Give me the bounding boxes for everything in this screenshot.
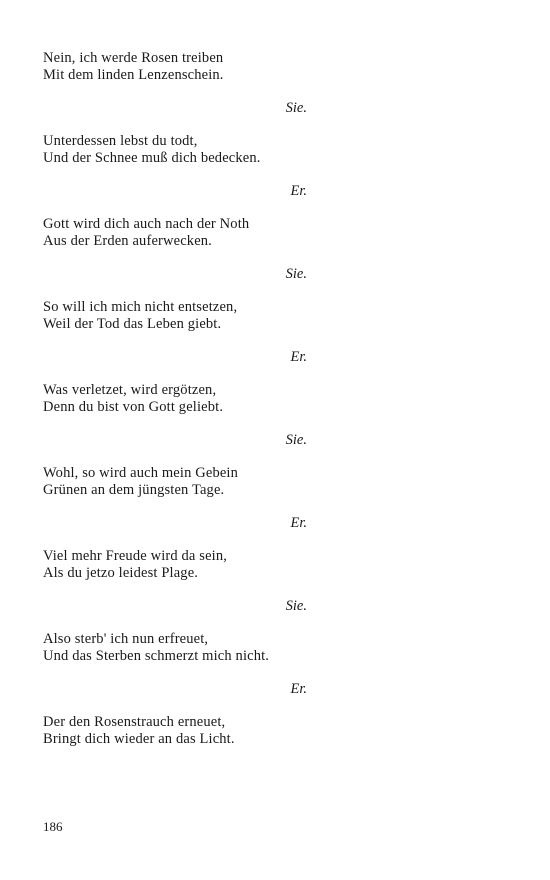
stanza [43,598,513,665]
verse-line: Gott wird dich auch nach der Noth [43,216,250,232]
verse-line: Unterdessen lebst du todt, [43,133,198,149]
page-number: 186 [43,819,63,834]
verse-line: Nein, ich werde Rosen treiben [43,50,224,66]
stanza [43,681,513,748]
speaker-label: Er. [290,183,307,199]
poem-body [43,50,513,748]
speaker-label: Er. [290,681,307,697]
verse-line: Als du jetzo leidest Plage. [43,565,199,581]
speaker-label: Sie. [285,598,307,614]
stanza [43,349,513,416]
stanza [43,50,513,84]
stanza [43,515,513,582]
verse-line: Also sterb' ich nun erfreuet, [43,631,209,647]
verse-line: Was verletzet, wird ergötzen, [43,382,217,398]
speaker-label: Sie. [285,266,307,282]
speaker-label: Er. [290,349,307,365]
stanza [43,100,513,167]
verse-line: Denn du bist von Gott geliebt. [43,399,224,415]
verse-line: Und der Schnee muß dich bedecken. [43,150,261,166]
verse-line: Bringt dich wieder an das Licht. [43,731,235,747]
verse-line: So will ich mich nicht entsetzen, [43,299,238,315]
verse-line: Grünen an dem jüngsten Tage. [43,482,225,498]
verse-line: Und das Sterben schmerzt mich nicht. [43,648,270,664]
stanza [43,266,513,333]
verse-line: Wohl, so wird auch mein Gebein [43,465,239,481]
speaker-label: Sie. [285,432,307,448]
speaker-label: Sie. [285,100,307,116]
stanza [43,183,513,250]
verse-line: Mit dem linden Lenzenschein. [43,67,224,83]
verse-line: Weil der Tod das Leben giebt. [43,316,222,332]
verse-line: Aus der Erden auferwecken. [43,233,212,249]
stanza [43,432,513,499]
speaker-label: Er. [290,515,307,531]
verse-line: Viel mehr Freude wird da sein, [43,548,228,564]
verse-line: Der den Rosenstrauch erneuet, [43,714,226,730]
